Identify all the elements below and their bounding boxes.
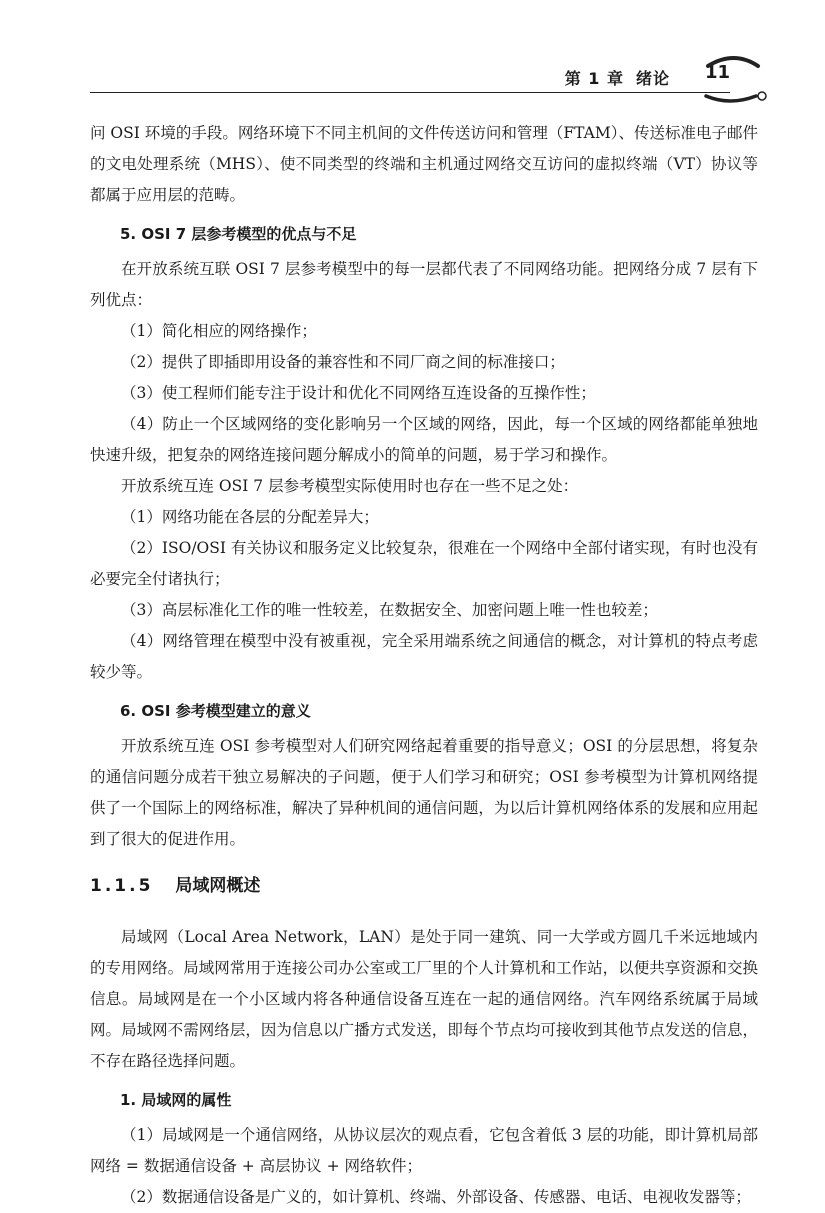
section-number: 1.1.5 (90, 876, 154, 896)
paragraph: （2）提供了即插即用设备的兼容性和不同厂商之间的标准接口； (121, 353, 565, 371)
paragraph: （3）高层标准化工作的唯一性较差，在数据安全、加密问题上唯一性也较差； (121, 601, 658, 619)
paragraph: （1）局域网是一个通信网络，从协议层次的观点看，它包含着低 3 层的功能，即计算机局部网络 = 数据通信设备 + 高层协议 + 网络软件； (90, 1126, 758, 1175)
subsection-heading: 6. OSI 参考模型建立的意义 (120, 702, 311, 720)
page-header (90, 60, 770, 100)
page-body (90, 118, 758, 1213)
chapter-name: 绪论 (635, 69, 670, 88)
chapter-title (565, 66, 670, 89)
section-heading (90, 871, 758, 902)
paragraph: 开放系统互连 OSI 7 层参考模型实际使用时也存在一些不足之处： (121, 477, 579, 495)
section-title: 局域网概述 (175, 876, 261, 896)
decorative-swoosh-icon (700, 52, 770, 108)
subsection-heading: 1. 局域网的属性 (120, 1091, 232, 1109)
header-rule (90, 92, 730, 93)
paragraph: （4）防止一个区域网络的变化影响另一个区域的网络，因此，每一个区域的网络都能单独地快速升级，把复杂的网络连接问题分解成小的简单的问题，易于学习和操作。 (90, 415, 758, 464)
paragraph: （4）网络管理在模型中没有被重视，完全采用端系统之间通信的概念，对计算机的特点考虑较少等。 (90, 632, 758, 681)
paragraph: （1）网络功能在各层的分配差异大； (121, 508, 379, 526)
subsection-heading: 5. OSI 7 层参考模型的优点与不足 (120, 225, 357, 243)
paragraph: 局域网（Local Area Network，LAN）是处于同一建筑、同一大学或方圆几千米远地域内的专用网络。局域网常用于连接公司办公室或工厂里的个人计算机和工作站，以便共享资源和交换信息。局域网是在一个小区域内将各种通信设备互连在一起的通信网络。汽车网络系统属于局域网。局域网不需网络层，因为信息以广播方式发送，即每个节点均可接收到其他节点发送的信息，不存在路径选择问题。 (90, 928, 758, 1070)
paragraph: （2）ISO/OSI 有关协议和服务定义比较复杂，很难在一个网络中全部付诸实现，有时也没有必要完全付诸执行； (90, 539, 758, 588)
paragraph: 问 OSI 环境的手段。网络环境下不同主机间的文件传送访问和管理（FTAM）、传送标准电子邮件的文电处理系统（MHS）、使不同类型的终端和主机通过网络交互访问的虚拟终端（VT）协议等都属于应用层的范畴。 (90, 124, 758, 204)
paragraph: （2）数据通信设备是广义的，如计算机、终端、外部设备、传感器、电话、电视收发器等； (121, 1188, 751, 1206)
paragraph: （1）简化相应的网络操作； (121, 322, 317, 340)
chapter-number: 第 1 章 (564, 69, 624, 88)
page-number: 11 (704, 62, 730, 83)
paragraph: 开放系统互连 OSI 参考模型对人们研究网络起着重要的指导意义；OSI 的分层思想，将复杂的通信问题分成若干独立易解决的子问题，便于人们学习和研究；OSI 参考模型为计算机网络提供了一个国际上的网络标准，解决了异种机间的通信问题，为以后计算机网络体系的发展和应用起到了很大的促进作用。 (90, 737, 758, 848)
paragraph: 在开放系统互联 OSI 7 层参考模型中的每一层都代表了不同网络功能。把网络分成 7 层有下列优点： (90, 260, 758, 309)
paragraph: （3）使工程师们能专注于设计和优化不同网络互连设备的互操作性； (121, 384, 596, 402)
